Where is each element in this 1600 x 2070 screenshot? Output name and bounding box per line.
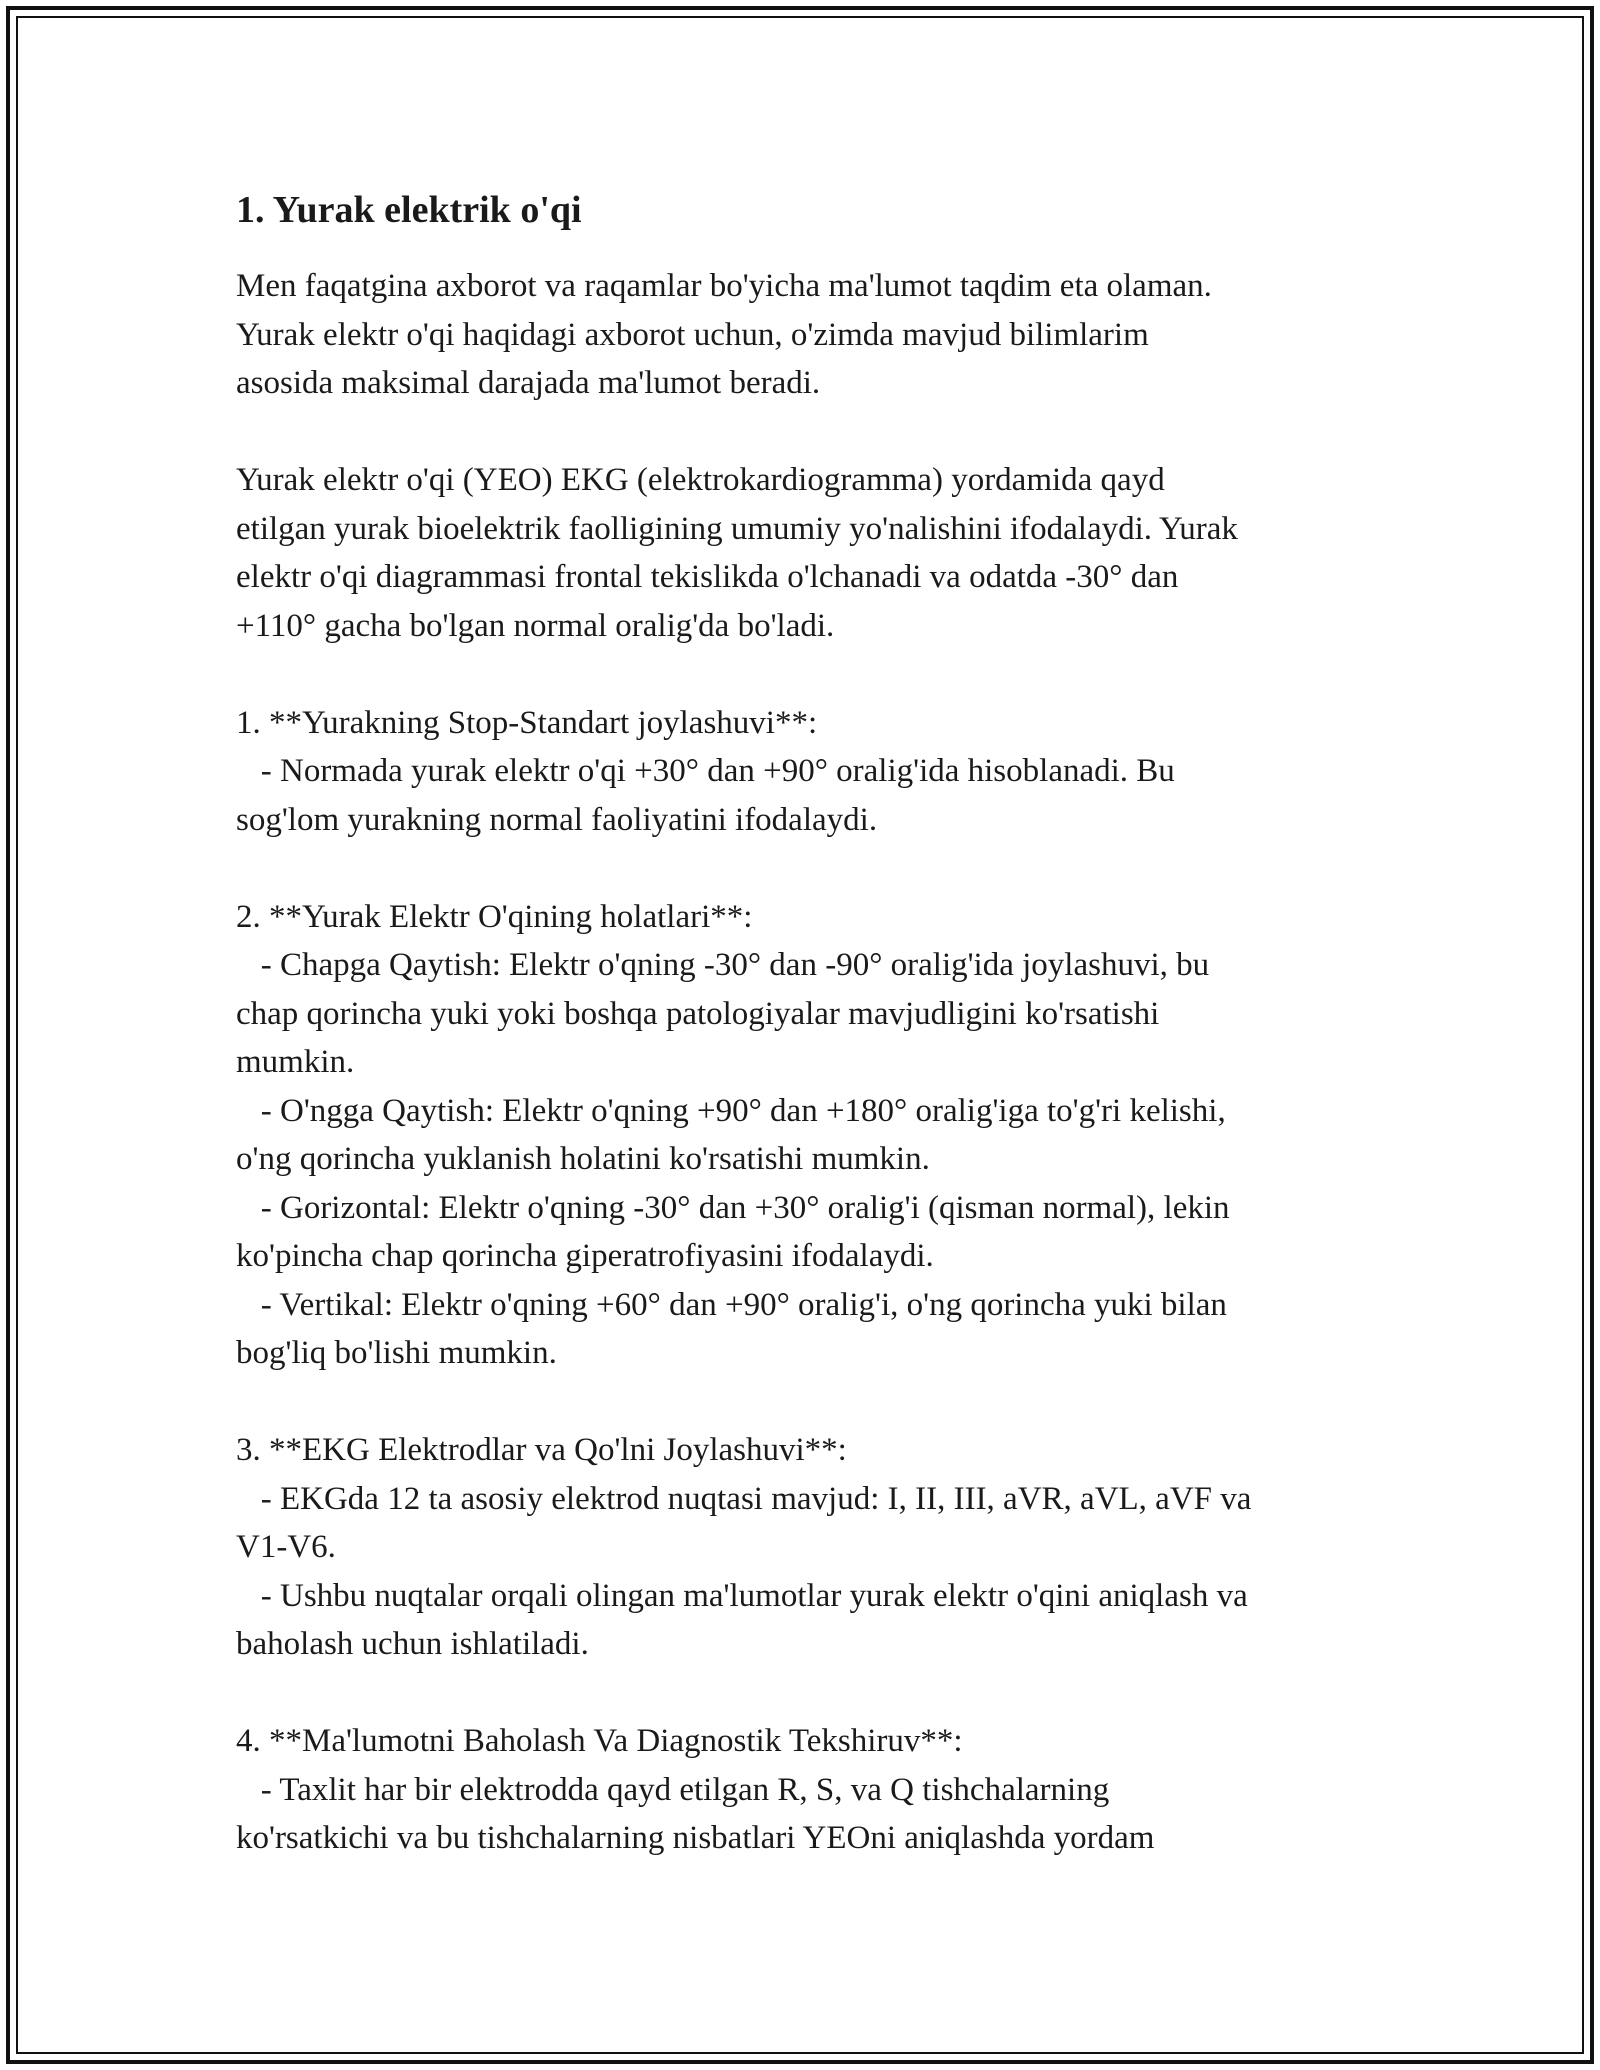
section-2: 2. **Yurak Elektr O'qining holatlari**: - Chapga Qaytish: Elektr o'qning -30° dan -90° oralig'ida joylashuvi, bu chap qorincha yuki yoki boshqa patologiyalar mavjudligini ko'rsatishi mumkin. - O'ngga Qaytish: Elektr o'qning +90° dan +180° oralig'iga to'g'ri kelishi, o'ng qorincha yuklanish holatini ko'rsatishi mumkin. - Gorizontal: Elektr o'qning -30° dan +30° oralig'i (qisman normal), lekin ko'pincha chap qorincha giperatrofiyasini ifodalaydi. - Vertikal: Elektr o'qning +60° dan +90° oralig'i, o'ng qorincha yuki bilan bog'liq bo'lishi mumkin.	[236, 898, 1230, 1371]
document-heading: 1. Yurak elektrik o'qi	[236, 189, 582, 231]
paragraph-gap	[236, 1378, 1396, 1427]
section-3: 3. **EKG Elektrodlar va Qo'lni Joylashuvi**: - EKGda 12 ta asosiy elektrod nuqtasi mavjud: I, II, III, aVR, aVL, aVF va V1-V6. - Ushbu nuqtalar orqali olingan ma'lumotlar yurak elektr o'qini aniqlash va baholash uchun ishlatiladi.	[236, 1432, 1252, 1662]
paragraph-gap	[236, 1669, 1396, 1718]
paragraph-gap	[236, 844, 1396, 893]
paragraph-gap	[236, 650, 1396, 699]
section-1: 1. **Yurakning Stop-Standart joylashuvi**: - Normada yurak elektr o'qi +30° dan +90° oralig'ida hisoblanadi. Bu sog'lom yurakning normal faoliyatini ifodalaydi.	[236, 704, 1175, 838]
document-body	[236, 186, 1396, 1863]
paragraph-gap	[236, 408, 1396, 457]
intro-paragraph: Men faqatgina axborot va raqamlar bo'yicha ma'lumot taqdim eta olaman. Yurak elektr o'qi haqidagi axborot uchun, o'zimda mavjud bilimlarim asosida maksimal darajada ma'lumot beradi.	[236, 268, 1212, 401]
section-4: 4. **Ma'lumotni Baholash Va Diagnostik Tekshiruv**: - Taxlit har bir elektrodda qayd etilgan R, S, va Q tishchalarning ko'rsatkichi va bu tishchalarning nisbatlari YEOni aniqlashda yordam	[236, 1723, 1155, 1856]
definition-paragraph: Yurak elektr o'qi (YEO) EKG (elektrokardiogramma) yordamida qayd etilgan yurak bioelektrik faolligining umumiy yo'nalishini ifodalaydi. Yurak elektr o'qi diagrammasi frontal tekislikda o'lchanadi va odatda -30° dan +110° gacha bo'lgan normal oralig'da bo'ladi.	[236, 462, 1238, 644]
